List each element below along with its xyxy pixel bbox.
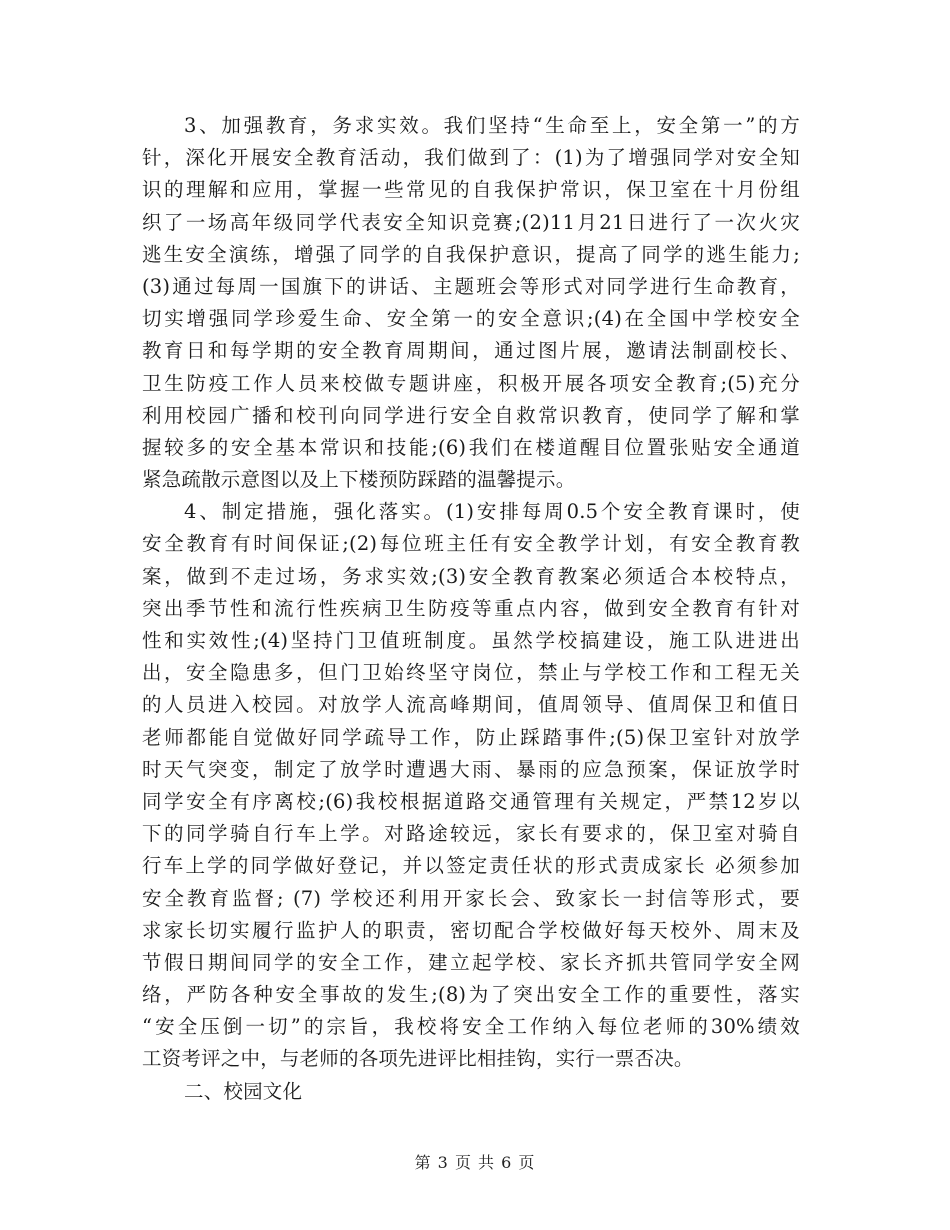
text-line: 求家长切实履行监护人的职责，密切配合学校做好每天校外、周末及 bbox=[142, 918, 800, 942]
text-line: “安全压倒一切”的宗旨，我校将安全工作纳入每位老师的30%绩效 bbox=[142, 1015, 800, 1039]
text-line: 识的理解和应用，掌握一些常见的自我保护常识，保卫室在十月份组 bbox=[142, 178, 800, 202]
text-line: 紧急疏散示意图以及上下楼预防踩踏的温馨提示。 bbox=[142, 468, 576, 492]
text-line: 的人员进入校园。对放学人流高峰期间，值周领导、值周保卫和值日 bbox=[142, 693, 800, 717]
text-line: 老师都能自觉做好同学疏导工作，防止踩踏事件;(5)保卫室针对放学 bbox=[142, 725, 800, 749]
text-line: 安全教育有时间保证;(2)每位班主任有安全教学计划，有安全教育教 bbox=[142, 532, 800, 556]
paragraph-safety-education bbox=[142, 110, 800, 496]
text-line: 握较多的安全基本常识和技能;(6)我们在楼道醒目位置张贴安全通道 bbox=[142, 435, 800, 459]
text-line: 织了一场高年级同学代表安全知识竞赛;(2)11月21日进行了一次火灾 bbox=[142, 210, 800, 234]
paragraph-safety-measures bbox=[142, 496, 800, 1075]
text-line: 下的同学骑自行车上学。对路途较远，家长有要求的，保卫室对骑自 bbox=[142, 822, 800, 846]
document-body bbox=[142, 110, 800, 1108]
text-line: (3)通过每周一国旗下的讲话、主题班会等形式对同学进行生命教育， bbox=[142, 274, 800, 298]
text-line: 时天气突变，制定了放学时遭遇大雨、暴雨的应急预案，保证放学时 bbox=[142, 757, 800, 781]
text-line: 4、制定措施，强化落实。(1)安排每周0.5个安全教育课时，使 bbox=[184, 500, 800, 524]
text-line: 3、加强教育，务求实效。我们坚持“生命至上，安全第一”的方 bbox=[184, 114, 800, 137]
page-number-footer: 第 3 页 共 6 页 bbox=[414, 1153, 536, 1172]
text-line: 案，做到不走过场，务求实效;(3)安全教育教案必须适合本校特点， bbox=[142, 564, 800, 588]
text-line: 络，严防各种安全事故的发生;(8)为了突出安全工作的重要性，落实 bbox=[142, 983, 800, 1007]
text-line: 安全教育监督; (7) 学校还利用开家长会、致家长一封信等形式，要 bbox=[142, 886, 800, 910]
text-line: 节假日期间同学的安全工作，建立起学校、家长齐抓共管同学安全网 bbox=[142, 950, 800, 974]
text-line: 性和实效性;(4)坚持门卫值班制度。虽然学校搞建设，施工队进进出 bbox=[142, 629, 800, 652]
text-line: 教育日和每学期的安全教育周期间，通过图片展，邀请法制副校长、 bbox=[142, 339, 800, 363]
text-line: 卫生防疫工作人员来校做专题讲座，积极开展各项安全教育;(5)充分 bbox=[142, 371, 800, 395]
text-line: 切实增强同学珍爱生命、安全第一的安全意识;(4)在全国中学校安全 bbox=[142, 307, 800, 331]
text-line: 行车上学的同学做好登记，并以签定责任状的形式责成家长 必须参加 bbox=[142, 854, 800, 878]
section-heading: 二、校园文化 bbox=[184, 1079, 303, 1103]
section-heading-campus-culture bbox=[142, 1076, 800, 1108]
text-line: 利用校园广播和校刊向同学进行安全自救常识教育，使同学了解和掌 bbox=[142, 403, 800, 427]
text-line: 工资考评之中，与老师的各项先进评比相挂钩，实行一票否决。 bbox=[142, 1047, 694, 1071]
text-line: 出，安全隐患多，但门卫始终坚守岗位，禁止与学校工作和工程无关 bbox=[142, 661, 800, 685]
text-line: 同学安全有序离校;(6)我校根据道路交通管理有关规定，严禁12岁以 bbox=[142, 789, 800, 813]
text-line: 突出季节性和流行性疾病卫生防疫等重点内容，做到安全教育有针对 bbox=[142, 596, 800, 620]
text-line: 逃生安全演练，增强了同学的自我保护意识，提高了同学的逃生能力; bbox=[142, 242, 800, 266]
text-line: 针，深化开展安全教育活动，我们做到了：(1)为了增强同学对安全知 bbox=[142, 146, 800, 170]
